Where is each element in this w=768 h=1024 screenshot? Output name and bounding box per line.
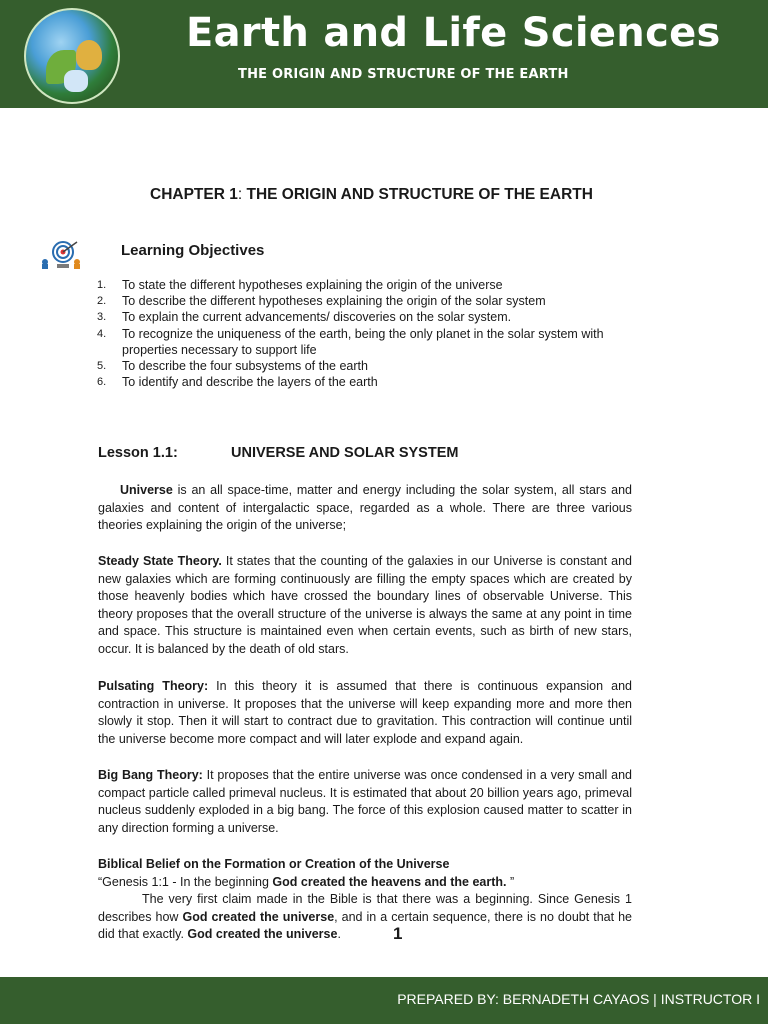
biblical-paragraph: The very first claim made in the Bible is that there was a beginning. Since Genesis 1 describes how God created the universe, and in a certain sequence, there is no doubt that he did that exactly. God created the universe.	[98, 892, 632, 942]
page-header	[0, 0, 768, 108]
page-footer	[0, 977, 768, 1024]
earth-logo-icon	[24, 8, 120, 104]
biblical-section	[98, 856, 632, 944]
chapter-title: CHAPTER 1: THE ORIGIN AND STRUCTURE OF THE EARTH	[150, 186, 593, 203]
list-item: 3. To explain the current advancements/ discoveries on the solar system.	[97, 310, 512, 325]
biblical-heading: Biblical Belief on the Formation or Creation of the Universe	[98, 857, 450, 871]
universe-paragraph: Universe is an all space-time, matter and energy including the solar system, all stars and galaxies and content of intergalactic space, regarded as a whole. There are three various theories explaining the origin of the universe;	[98, 483, 632, 533]
list-item: 5. To describe the four subsystems of the earth	[97, 359, 368, 374]
footer-credit: PREPARED BY: BERNADETH CAYAOS | INSTRUCTOR I	[397, 991, 760, 1007]
header-subtitle: THE ORIGIN AND STRUCTURE OF THE EARTH	[238, 67, 569, 82]
list-item: 6. To identify and describe the layers of the earth	[97, 375, 378, 390]
pulsating-paragraph: Pulsating Theory: In this theory it is assumed that there is continuous expansion and contraction in universe. It proposes that the universe will keep expanding more and more then slowly it stop. Then it will start to contract due to gravitation. This contraction will continue until the universe become more compact and will later explode and expand again.	[98, 679, 632, 746]
page-number: 1	[393, 924, 403, 943]
target-objectives-icon	[37, 238, 85, 270]
steady-state-paragraph: Steady State Theory. It states that the counting of the galaxies in our Universe is constant and new galaxies which are forming continuously are filling the empty spaces which are created by those heavenly bodies which have crossed the boundary lines of observable Universe. This theory proposes that the overall structure of the universe is always the same at any point in time and space. This structure is maintained even when certain events, such as birth of new stars, occur. It is balanced by the death of old stars.	[98, 554, 632, 656]
header-title: Earth and Life Sciences	[186, 10, 721, 56]
objectives-list	[97, 277, 657, 390]
learning-objectives-heading: Learning Objectives	[121, 242, 265, 259]
lesson-label: Lesson 1.1:	[98, 445, 178, 461]
list-item: 2. To describe the different hypotheses explaining the origin of the solar system	[97, 294, 546, 309]
big-bang-paragraph: Big Bang Theory: It proposes that the entire universe was once condensed in a very small and compact particle called primeval nucleus. It is estimated that about 20 billion years ago, primeval nucleus suddenly exploded in a big bang. The force of this explosion caused matter to scatter in any direction forming a universe.	[98, 768, 632, 835]
lesson-title: UNIVERSE AND SOLAR SYSTEM	[231, 445, 459, 461]
list-item: 4. To recognize the uniqueness of the earth, being the only planet in the solar system with properties necessary to support life	[97, 326, 604, 357]
genesis-quote: “Genesis 1:1 - In the beginning God created the heavens and the earth. ”	[98, 874, 515, 889]
list-item: 1. To state the different hypotheses explaining the origin of the universe	[97, 278, 503, 292]
